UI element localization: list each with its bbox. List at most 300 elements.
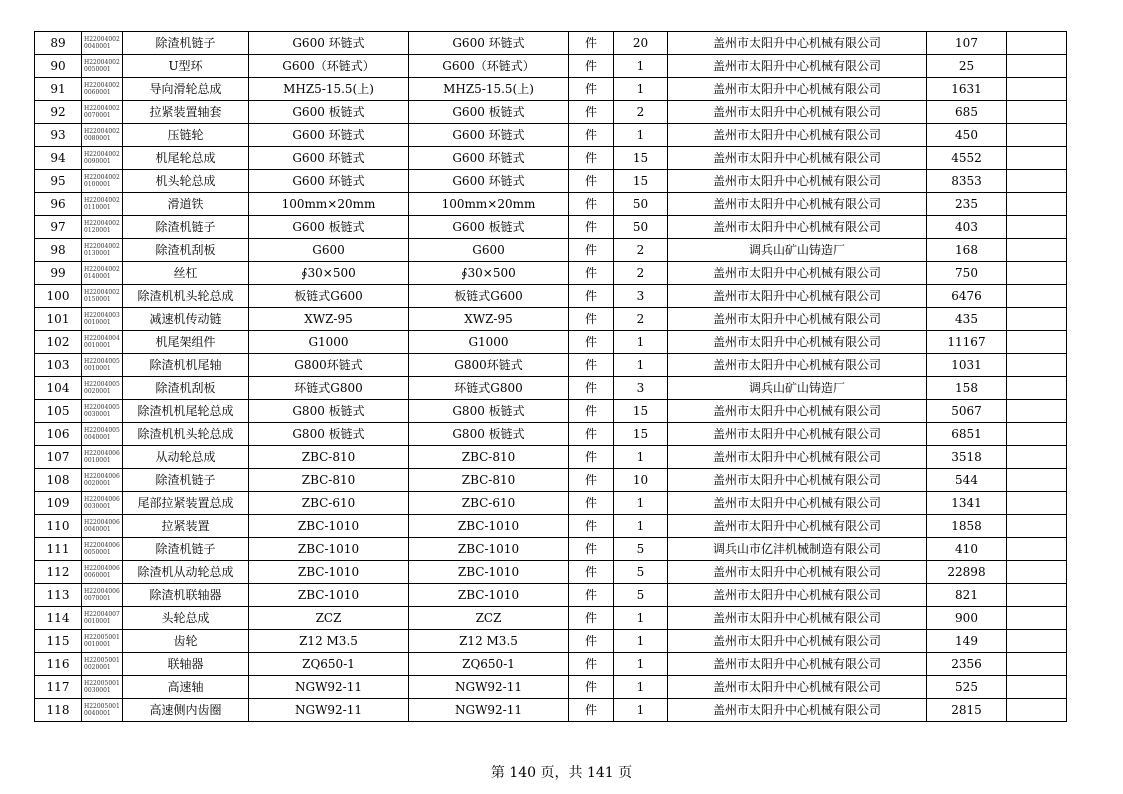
supplier-cell: 盖州市太阳升中心机械有限公司 <box>668 262 927 285</box>
quantity-cell: 15 <box>614 147 668 170</box>
quantity-cell: 5 <box>614 584 668 607</box>
supplier-cell: 盖州市太阳升中心机械有限公司 <box>668 55 927 78</box>
supplier-cell: 盖州市太阳升中心机械有限公司 <box>668 285 927 308</box>
note-cell <box>1007 239 1067 262</box>
note-cell <box>1007 124 1067 147</box>
supplier-cell: 盖州市太阳升中心机械有限公司 <box>668 607 927 630</box>
specification-cell: ZBC-1010 <box>249 515 409 538</box>
quantity-cell: 1 <box>614 78 668 101</box>
note-cell <box>1007 676 1067 699</box>
model-cell: 100mm×20mm <box>409 193 569 216</box>
model-cell: G800 板链式 <box>409 423 569 446</box>
row-number-cell: 95 <box>35 170 82 193</box>
model-cell: ZBC-1010 <box>409 515 569 538</box>
item-name-cell: 机尾轮总成 <box>123 147 249 170</box>
item-name-cell: 减速机传动链 <box>123 308 249 331</box>
quantity-cell: 5 <box>614 561 668 584</box>
price-cell: 107 <box>927 32 1007 55</box>
note-cell <box>1007 515 1067 538</box>
item-code-cell: H220040020080001 <box>82 124 123 147</box>
note-cell <box>1007 32 1067 55</box>
item-code-cell: H220040060040001 <box>82 515 123 538</box>
unit-cell: 件 <box>569 239 614 262</box>
note-cell <box>1007 584 1067 607</box>
note-cell <box>1007 699 1067 722</box>
unit-cell: 件 <box>569 699 614 722</box>
row-number-cell: 104 <box>35 377 82 400</box>
table-body <box>35 32 1067 722</box>
item-name-cell: 拉紧装置 <box>123 515 249 538</box>
item-name-cell: 导向滑轮总成 <box>123 78 249 101</box>
item-code-cell: H220040050040001 <box>82 423 123 446</box>
item-code-cell: H220040060010001 <box>82 446 123 469</box>
item-name-cell: 丝杠 <box>123 262 249 285</box>
unit-cell: 件 <box>569 331 614 354</box>
item-code-cell: H220040060050001 <box>82 538 123 561</box>
item-code-cell: H220040020110001 <box>82 193 123 216</box>
row-number-cell: 100 <box>35 285 82 308</box>
table-row <box>35 308 1067 331</box>
price-cell: 1341 <box>927 492 1007 515</box>
table-row <box>35 561 1067 584</box>
row-number-cell: 94 <box>35 147 82 170</box>
table-row <box>35 170 1067 193</box>
note-cell <box>1007 354 1067 377</box>
row-number-cell: 101 <box>35 308 82 331</box>
table-row <box>35 55 1067 78</box>
price-cell: 1631 <box>927 78 1007 101</box>
specification-cell: G800环链式 <box>249 354 409 377</box>
specification-cell: G600 板链式 <box>249 101 409 124</box>
item-code-cell: H220040070010001 <box>82 607 123 630</box>
price-cell: 1031 <box>927 354 1007 377</box>
specification-cell: NGW92-11 <box>249 699 409 722</box>
unit-cell: 件 <box>569 676 614 699</box>
note-cell <box>1007 216 1067 239</box>
model-cell: ZBC-610 <box>409 492 569 515</box>
row-number-cell: 111 <box>35 538 82 561</box>
item-name-cell: 压链轮 <box>123 124 249 147</box>
unit-cell: 件 <box>569 607 614 630</box>
unit-cell: 件 <box>569 584 614 607</box>
supplier-cell: 盖州市太阳升中心机械有限公司 <box>668 676 927 699</box>
row-number-cell: 93 <box>35 124 82 147</box>
item-name-cell: 除渣机机头轮总成 <box>123 285 249 308</box>
quantity-cell: 2 <box>614 101 668 124</box>
row-number-cell: 109 <box>35 492 82 515</box>
supplier-cell: 调兵山矿山铸造厂 <box>668 377 927 400</box>
model-cell: ZBC-1010 <box>409 538 569 561</box>
item-name-cell: 高速轴 <box>123 676 249 699</box>
unit-cell: 件 <box>569 32 614 55</box>
row-number-cell: 106 <box>35 423 82 446</box>
specification-cell: ZBC-810 <box>249 446 409 469</box>
price-cell: 685 <box>927 101 1007 124</box>
note-cell <box>1007 423 1067 446</box>
quantity-cell: 1 <box>614 515 668 538</box>
row-number-cell: 89 <box>35 32 82 55</box>
supplier-cell: 盖州市太阳升中心机械有限公司 <box>668 423 927 446</box>
unit-cell: 件 <box>569 469 614 492</box>
quantity-cell: 1 <box>614 607 668 630</box>
item-code-cell: H220040040010001 <box>82 331 123 354</box>
table-row <box>35 446 1067 469</box>
price-cell: 25 <box>927 55 1007 78</box>
table-row <box>35 124 1067 147</box>
quantity-cell: 20 <box>614 32 668 55</box>
supplier-cell: 盖州市太阳升中心机械有限公司 <box>668 124 927 147</box>
price-cell: 900 <box>927 607 1007 630</box>
row-number-cell: 98 <box>35 239 82 262</box>
supplier-cell: 盖州市太阳升中心机械有限公司 <box>668 170 927 193</box>
item-code-cell: H220040020090001 <box>82 147 123 170</box>
item-name-cell: 联轴器 <box>123 653 249 676</box>
supplier-cell: 盖州市太阳升中心机械有限公司 <box>668 653 927 676</box>
note-cell <box>1007 469 1067 492</box>
row-number-cell: 107 <box>35 446 82 469</box>
item-code-cell: H220050010010001 <box>82 630 123 653</box>
item-code-cell: H220040020100001 <box>82 170 123 193</box>
item-name-cell: 除渣机链子 <box>123 32 249 55</box>
price-cell: 22898 <box>927 561 1007 584</box>
row-number-cell: 102 <box>35 331 82 354</box>
supplier-cell: 盖州市太阳升中心机械有限公司 <box>668 331 927 354</box>
price-cell: 5067 <box>927 400 1007 423</box>
quantity-cell: 1 <box>614 446 668 469</box>
note-cell <box>1007 607 1067 630</box>
quantity-cell: 1 <box>614 653 668 676</box>
note-cell <box>1007 538 1067 561</box>
item-code-cell: H220040020130001 <box>82 239 123 262</box>
item-name-cell: 尾部拉紧装置总成 <box>123 492 249 515</box>
price-cell: 6851 <box>927 423 1007 446</box>
table-row <box>35 400 1067 423</box>
unit-cell: 件 <box>569 216 614 239</box>
item-name-cell: 头轮总成 <box>123 607 249 630</box>
item-code-cell: H220040060030001 <box>82 492 123 515</box>
quantity-cell: 3 <box>614 377 668 400</box>
supplier-cell: 盖州市太阳升中心机械有限公司 <box>668 354 927 377</box>
item-name-cell: U型环 <box>123 55 249 78</box>
supplier-cell: 盖州市太阳升中心机械有限公司 <box>668 308 927 331</box>
item-code-cell: H220050010040001 <box>82 699 123 722</box>
row-number-cell: 91 <box>35 78 82 101</box>
model-cell: G600 板链式 <box>409 216 569 239</box>
price-cell: 410 <box>927 538 1007 561</box>
item-code-cell: H220040020150001 <box>82 285 123 308</box>
price-cell: 435 <box>927 308 1007 331</box>
quantity-cell: 1 <box>614 124 668 147</box>
specification-cell: G800 板链式 <box>249 400 409 423</box>
price-cell: 2356 <box>927 653 1007 676</box>
quantity-cell: 1 <box>614 55 668 78</box>
row-number-cell: 113 <box>35 584 82 607</box>
unit-cell: 件 <box>569 653 614 676</box>
table-row <box>35 193 1067 216</box>
supplier-cell: 盖州市太阳升中心机械有限公司 <box>668 561 927 584</box>
item-code-cell: H220040060020001 <box>82 469 123 492</box>
item-name-cell: 除渣机链子 <box>123 469 249 492</box>
table-row <box>35 676 1067 699</box>
table-row <box>35 32 1067 55</box>
supplier-cell: 盖州市太阳升中心机械有限公司 <box>668 193 927 216</box>
quantity-cell: 1 <box>614 354 668 377</box>
supplier-cell: 盖州市太阳升中心机械有限公司 <box>668 584 927 607</box>
price-cell: 149 <box>927 630 1007 653</box>
table-row <box>35 216 1067 239</box>
unit-cell: 件 <box>569 55 614 78</box>
item-code-cell: H220040050010001 <box>82 354 123 377</box>
specification-cell: G1000 <box>249 331 409 354</box>
item-name-cell: 除渣机链子 <box>123 538 249 561</box>
specification-cell: G800 板链式 <box>249 423 409 446</box>
supplier-cell: 盖州市太阳升中心机械有限公司 <box>668 216 927 239</box>
table-row <box>35 423 1067 446</box>
model-cell: ZBC-1010 <box>409 584 569 607</box>
unit-cell: 件 <box>569 124 614 147</box>
note-cell <box>1007 308 1067 331</box>
item-code-cell: H220040030010001 <box>82 308 123 331</box>
item-code-cell: H220040060060001 <box>82 561 123 584</box>
price-cell: 403 <box>927 216 1007 239</box>
item-name-cell: 高速侧内齿圈 <box>123 699 249 722</box>
model-cell: G600 环链式 <box>409 32 569 55</box>
item-name-cell: 除渣机机尾轴 <box>123 354 249 377</box>
unit-cell: 件 <box>569 561 614 584</box>
specification-cell: 100mm×20mm <box>249 193 409 216</box>
note-cell <box>1007 400 1067 423</box>
item-name-cell: 除渣机刮板 <box>123 377 249 400</box>
specification-cell: G600 环链式 <box>249 124 409 147</box>
specification-cell: G600 环链式 <box>249 32 409 55</box>
note-cell <box>1007 147 1067 170</box>
quantity-cell: 1 <box>614 676 668 699</box>
price-cell: 450 <box>927 124 1007 147</box>
quantity-cell: 10 <box>614 469 668 492</box>
model-cell: ZCZ <box>409 607 569 630</box>
row-number-cell: 97 <box>35 216 82 239</box>
model-cell: G600 <box>409 239 569 262</box>
quantity-cell: 3 <box>614 285 668 308</box>
specification-cell: G600 环链式 <box>249 170 409 193</box>
supplier-cell: 盖州市太阳升中心机械有限公司 <box>668 78 927 101</box>
supplier-cell: 盖州市太阳升中心机械有限公司 <box>668 147 927 170</box>
supplier-cell: 盖州市太阳升中心机械有限公司 <box>668 630 927 653</box>
quantity-cell: 15 <box>614 423 668 446</box>
price-cell: 821 <box>927 584 1007 607</box>
item-name-cell: 从动轮总成 <box>123 446 249 469</box>
table-row <box>35 101 1067 124</box>
item-code-cell: H220040050030001 <box>82 400 123 423</box>
table-row <box>35 262 1067 285</box>
supplier-cell: 盖州市太阳升中心机械有限公司 <box>668 469 927 492</box>
quantity-cell: 2 <box>614 262 668 285</box>
price-cell: 11167 <box>927 331 1007 354</box>
row-number-cell: 118 <box>35 699 82 722</box>
supplier-cell: 调兵山矿山铸造厂 <box>668 239 927 262</box>
price-cell: 168 <box>927 239 1007 262</box>
model-cell: G600 板链式 <box>409 101 569 124</box>
model-cell: 板链式G600 <box>409 285 569 308</box>
quantity-cell: 50 <box>614 193 668 216</box>
specification-cell: XWZ-95 <box>249 308 409 331</box>
table-row <box>35 354 1067 377</box>
unit-cell: 件 <box>569 78 614 101</box>
unit-cell: 件 <box>569 147 614 170</box>
specification-cell: ZBC-1010 <box>249 561 409 584</box>
table-row <box>35 607 1067 630</box>
model-cell: NGW92-11 <box>409 676 569 699</box>
model-cell: G600 环链式 <box>409 170 569 193</box>
table-row <box>35 331 1067 354</box>
item-name-cell: 除渣机联轴器 <box>123 584 249 607</box>
row-number-cell: 96 <box>35 193 82 216</box>
row-number-cell: 108 <box>35 469 82 492</box>
specification-cell: ZQ650-1 <box>249 653 409 676</box>
quantity-cell: 15 <box>614 400 668 423</box>
model-cell: XWZ-95 <box>409 308 569 331</box>
unit-cell: 件 <box>569 492 614 515</box>
specification-cell: MHZ5-15.5(上) <box>249 78 409 101</box>
table-row <box>35 492 1067 515</box>
model-cell: G1000 <box>409 331 569 354</box>
price-cell: 6476 <box>927 285 1007 308</box>
item-code-cell: H220040050020001 <box>82 377 123 400</box>
model-cell: G600（环链式） <box>409 55 569 78</box>
note-cell <box>1007 101 1067 124</box>
quantity-cell: 2 <box>614 239 668 262</box>
table-row <box>35 147 1067 170</box>
item-code-cell: H220040020060001 <box>82 78 123 101</box>
specification-cell: ∮30×500 <box>249 262 409 285</box>
item-code-cell: H220050010020001 <box>82 653 123 676</box>
item-name-cell: 齿轮 <box>123 630 249 653</box>
parts-price-table <box>34 31 1067 722</box>
unit-cell: 件 <box>569 101 614 124</box>
row-number-cell: 99 <box>35 262 82 285</box>
quantity-cell: 1 <box>614 492 668 515</box>
item-code-cell: H220040060070001 <box>82 584 123 607</box>
model-cell: 环链式G800 <box>409 377 569 400</box>
table-row <box>35 285 1067 308</box>
price-cell: 235 <box>927 193 1007 216</box>
specification-cell: G600 环链式 <box>249 147 409 170</box>
row-number-cell: 103 <box>35 354 82 377</box>
specification-cell: G600 板链式 <box>249 216 409 239</box>
quantity-cell: 5 <box>614 538 668 561</box>
table-row <box>35 78 1067 101</box>
table-row <box>35 239 1067 262</box>
item-code-cell: H220040020050001 <box>82 55 123 78</box>
unit-cell: 件 <box>569 354 614 377</box>
unit-cell: 件 <box>569 170 614 193</box>
price-cell: 1858 <box>927 515 1007 538</box>
item-name-cell: 除渣机链子 <box>123 216 249 239</box>
supplier-cell: 盖州市太阳升中心机械有限公司 <box>668 101 927 124</box>
price-cell: 4552 <box>927 147 1007 170</box>
unit-cell: 件 <box>569 262 614 285</box>
item-name-cell: 机头轮总成 <box>123 170 249 193</box>
supplier-cell: 盖州市太阳升中心机械有限公司 <box>668 446 927 469</box>
page-number-footer: 第 140 页，共 141 页 <box>490 765 633 781</box>
quantity-cell: 1 <box>614 331 668 354</box>
table-row <box>35 699 1067 722</box>
price-cell: 525 <box>927 676 1007 699</box>
specification-cell: ZBC-810 <box>249 469 409 492</box>
unit-cell: 件 <box>569 630 614 653</box>
note-cell <box>1007 492 1067 515</box>
specification-cell: Z12 M3.5 <box>249 630 409 653</box>
model-cell: G800 板链式 <box>409 400 569 423</box>
item-name-cell: 除渣机机头轮总成 <box>123 423 249 446</box>
item-name-cell: 滑道铁 <box>123 193 249 216</box>
row-number-cell: 114 <box>35 607 82 630</box>
price-cell: 158 <box>927 377 1007 400</box>
item-code-cell: H220040020120001 <box>82 216 123 239</box>
item-name-cell: 除渣机机尾轮总成 <box>123 400 249 423</box>
unit-cell: 件 <box>569 538 614 561</box>
specification-cell: 板链式G600 <box>249 285 409 308</box>
specification-cell: ZBC-1010 <box>249 538 409 561</box>
supplier-cell: 盖州市太阳升中心机械有限公司 <box>668 515 927 538</box>
item-name-cell: 机尾架组件 <box>123 331 249 354</box>
price-cell: 8353 <box>927 170 1007 193</box>
specification-cell: 环链式G800 <box>249 377 409 400</box>
specification-cell: G600 <box>249 239 409 262</box>
model-cell: ∮30×500 <box>409 262 569 285</box>
unit-cell: 件 <box>569 515 614 538</box>
table-row <box>35 469 1067 492</box>
item-name-cell: 除渣机从动轮总成 <box>123 561 249 584</box>
specification-cell: NGW92-11 <box>249 676 409 699</box>
row-number-cell: 90 <box>35 55 82 78</box>
item-code-cell: H220050010030001 <box>82 676 123 699</box>
specification-cell: ZBC-610 <box>249 492 409 515</box>
table-row <box>35 653 1067 676</box>
note-cell <box>1007 262 1067 285</box>
note-cell <box>1007 170 1067 193</box>
model-cell: G800环链式 <box>409 354 569 377</box>
specification-cell: G600（环链式） <box>249 55 409 78</box>
model-cell: NGW92-11 <box>409 699 569 722</box>
table-row <box>35 630 1067 653</box>
table-row <box>35 538 1067 561</box>
unit-cell: 件 <box>569 446 614 469</box>
note-cell <box>1007 446 1067 469</box>
note-cell <box>1007 331 1067 354</box>
item-code-cell: H220040020070001 <box>82 101 123 124</box>
quantity-cell: 1 <box>614 630 668 653</box>
price-cell: 2815 <box>927 699 1007 722</box>
table-row <box>35 377 1067 400</box>
unit-cell: 件 <box>569 285 614 308</box>
item-name-cell: 拉紧装置轴套 <box>123 101 249 124</box>
row-number-cell: 112 <box>35 561 82 584</box>
table-row <box>35 584 1067 607</box>
unit-cell: 件 <box>569 308 614 331</box>
unit-cell: 件 <box>569 423 614 446</box>
note-cell <box>1007 377 1067 400</box>
supplier-cell: 盖州市太阳升中心机械有限公司 <box>668 699 927 722</box>
price-cell: 544 <box>927 469 1007 492</box>
note-cell <box>1007 561 1067 584</box>
row-number-cell: 110 <box>35 515 82 538</box>
model-cell: ZQ650-1 <box>409 653 569 676</box>
specification-cell: ZCZ <box>249 607 409 630</box>
quantity-cell: 2 <box>614 308 668 331</box>
item-code-cell: H220040020040001 <box>82 32 123 55</box>
model-cell: Z12 M3.5 <box>409 630 569 653</box>
